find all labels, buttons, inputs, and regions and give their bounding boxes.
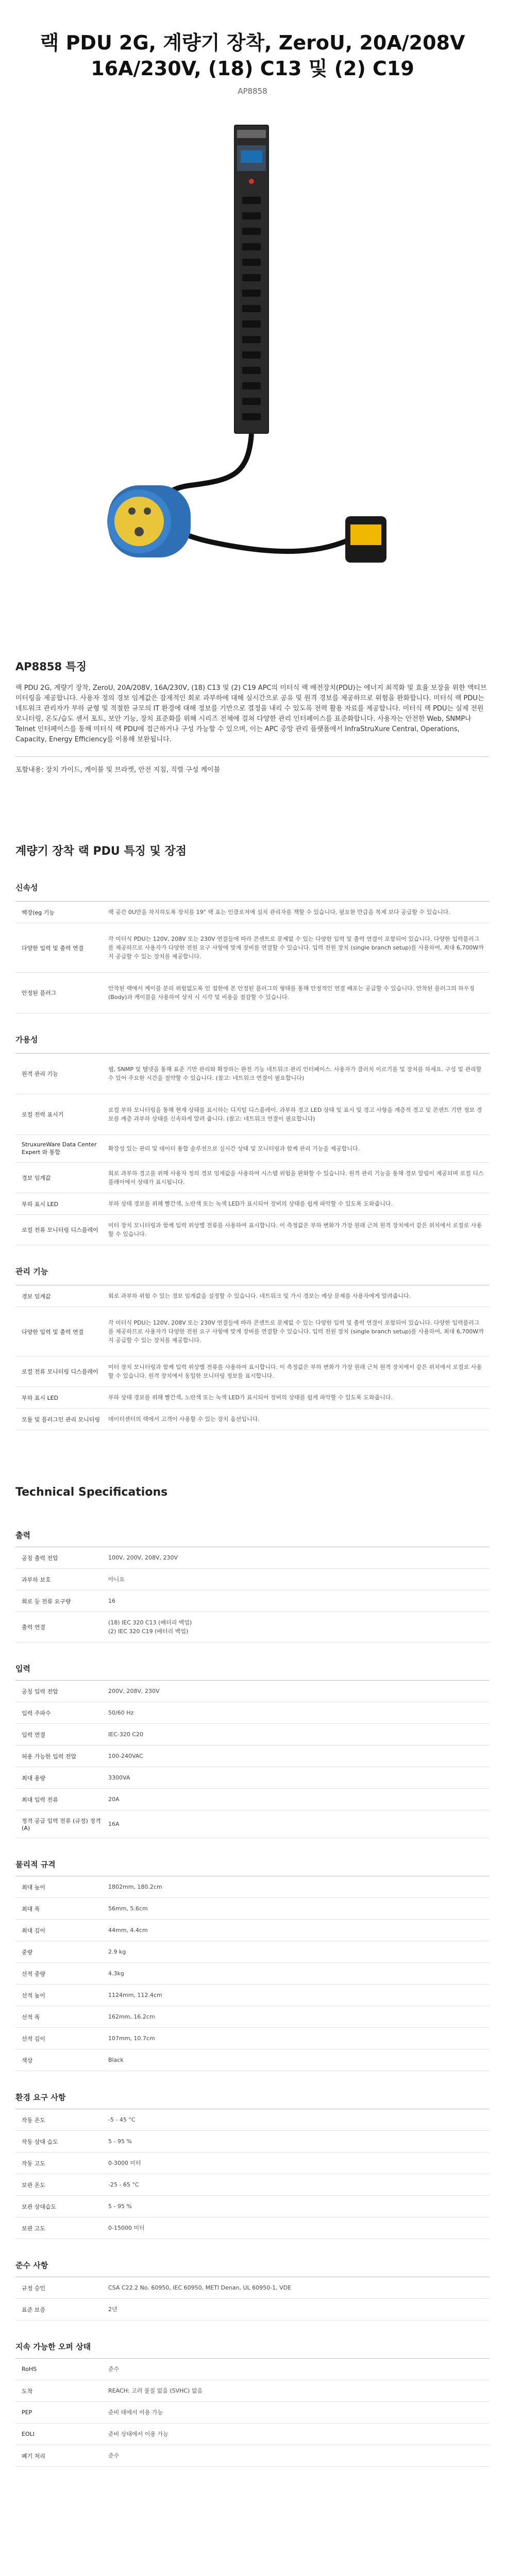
spec-row [15,2380,490,2402]
spec-value: 미터 장치 모니터링과 함께 입력 위상별 전류를 사용하여 표시합니다. 이 측정값은 부하 변화가 가장 원래 근처 원격 장치에서 같은 위치에서 로컬로 사용할 수 있습니다. 원격 장치에서 동일한 모니터링 정보를 표시합니다. [108,1364,482,1379]
spec-label: 입력 연결 [22,1731,46,1738]
spec-value: 1802mm, 180.2cm [108,1884,162,1890]
spec-label: 로컬 전류 모니터링 디스플레이 [22,1227,98,1233]
spec-label: 핵장(eg 기능 [22,909,55,916]
spec-label: 회로 등 전류 요구량 [22,1598,71,1605]
spec-label: 최대 폭 [22,1905,40,1912]
spec-label: 안정된 플러그 [22,990,57,996]
spec-label: PEP [22,2409,32,2416]
c19-connector-graphic [345,516,386,563]
spec-label: 보관 상대습도 [22,2203,57,2210]
spec-section-title: 준수 사항 [15,2260,490,2277]
tech-specs-heading: Technical Specifications [15,1486,168,1499]
spec-label: EOLI [22,2431,35,2437]
spec-value: -25 - 65 °C [108,2181,139,2188]
divider [15,756,490,757]
spec-value: 1124mm, 112.4cm [108,1992,162,1998]
spec-row [15,1963,490,1985]
spec-value: 안착된 랙에서 케이블 분리 위험없도록 인 접한에 본 안정된 플러그의 형태를 통해 안정적인 연결 배포는 공급할 수 있습니다. 안착된 플러그의 하우징(Body)과 케이블을 사용하여 상치 시 시각 및 비용을 절감할 수 있습니다. [108,985,475,1001]
pdu-illustration [15,114,490,630]
spec-row [15,973,490,1013]
spec-label: 선적 중량 [22,1970,46,1977]
spec-row [15,1163,490,1193]
spec-value: 16 [108,1598,115,1604]
spec-row [15,1724,490,1745]
spec-value: 20A [108,1796,120,1803]
spec-value: CSA C22.2 No. 60950, IEC 60950, METI Denan, UL 60950-1, VDE [108,2284,292,2291]
spec-value: 준수 [108,2452,120,2459]
spec-section [15,2092,490,2239]
spec-value: 16A [108,1821,120,1827]
spec-row [15,2006,490,2028]
spec-section [15,1530,490,1642]
spec-label: 작동 상대 습도 [22,2138,58,2145]
spec-value: 부하 상태 경보를 위해 빨간색, 노란색 또는 녹색 LED가 표시되어 장비의 상태를 쉽게 파악할 수 있도록 도와줍니다. [108,1200,393,1207]
spec-row [15,923,490,973]
spec-label: 공칭 출력 전압 [22,1554,58,1562]
key-features-sections [15,882,490,1430]
spec-row [15,2049,490,2071]
spec-label: 출력 연결 [22,1624,46,1631]
spec-row [15,1193,490,1215]
spec-label: 최대 입력 전류 [22,1796,58,1803]
spec-section [15,1266,490,1430]
spec-row [15,2445,490,2467]
spec-value: 준수 [108,2366,120,2372]
spec-label: 다양한 입력 및 출력 연결 [22,1328,84,1335]
spec-section [15,2341,490,2467]
spec-value: 각 미터식 PDU는 120V, 208V 또는 230V 연결들에 따라 콘센트로 문제없 수 있는 다양한 입력 및 출력 연결이 포함되어 있습니다. 다양한 입력플러그를 제공하므로 사용자가 다양한 전원 요구 사항에 맞게 장비를 연결할 수 있습니다. 입력 전원 장치 (single branch setup)를 사용하여, 최대 6,700W까지 공급할 수 있는 장치를 제공합니다. [108,936,484,960]
spec-value: 회로 과부하 위험 수 있는 경보 임계값을 설정할 수 있습니다. 네트워크 및 가시 경보는 예상 문제를 사용자에게 알려줍니다. [108,1293,411,1299]
spec-row [15,2402,490,2424]
spec-value: 부하 상태 경보를 위해 빨간색, 노란색 또는 녹색 LED가 표시되어 장비의 상태를 쉽게 파악할 수 있도록 도와줍니다. [108,1394,393,1401]
spec-value: 각 미터식 PDU는 120V, 208V 또는 230V 연결들에 따라 콘센트로 문제없 수 있는 다양한 입력 및 출력 연결이 포함되어 있습니다. 다양한 입력플러그를 제공하므로 사용자가 다양한 전원 요구 사항에 맞게 장비를 연결할 수 있습니다. 입력 전원 장치 (single branch setup)를 사용하여, 최대 6,700W까지 공급할 수 있는 장치를 제공합니다. [108,1319,484,1344]
spec-label: 선적 깊이 [22,2035,46,2042]
spec-label: 작동 고도 [22,2160,46,2167]
spec-row [15,2174,490,2196]
spec-value: 162mm, 16.2cm [108,2013,155,2020]
spec-label: 최대 용량 [22,1774,46,1782]
spec-value: 데이터센터의 랙에서 고객이 사용할 수 있는 장치 옵션입니다. [108,1416,260,1422]
spec-label: RoHS [22,2366,37,2372]
spec-label: 다양한 입력 및 출력 연결 [22,944,84,952]
spec-row [15,2299,490,2320]
spec-section-title: 신속성 [15,882,490,902]
key-features-heading: 계량기 장착 랙 PDU 특징 및 장점 [15,845,187,858]
spec-value: 로컬 부하 모니터링을 통해 현재 상태를 표시하는 디지털 디스플레이. 과부하 경고 LED 상태 및 표시 및 경고 사항을 계층적 경고 및 콘센트 기반 정보 경보를 계층 과부하 상태를 신속하게 알려 줍니다. (참고: 네트워크 연결이 필요합니다) [108,1107,482,1122]
spec-value: (18) IEC 320 C13 (배터리 백업) (2) IEC 320 C19 (배터리 백업) [108,1619,192,1635]
spec-value: 100-240VAC [108,1753,143,1759]
spec-row [15,2131,490,2153]
spec-value: 0-15000 미터 [108,2225,145,2231]
spec-row [15,1569,490,1590]
spec-section [15,1034,490,1245]
spec-label: 부하 표시 LED [22,1200,59,1208]
spec-label: 과부하 보호 [22,1576,51,1583]
spec-row [15,902,490,923]
features-includes: 포함내용: 장치 가이드, 케이블 및 브라켓, 안전 지침, 직렬 구성 케이블 [15,766,221,774]
spec-section-title: 물리적 규격 [15,1859,490,1876]
spec-label: 부하 표시 LED [22,1394,59,1401]
spec-row [15,1590,490,1612]
spec-value: 2.9 kg [108,1948,126,1955]
spec-label: StruxureWare Data Center Expert 와 통합 [22,1141,97,1156]
spec-value: 50/60 Hz [108,1709,134,1716]
spec-row [15,1941,490,1963]
spec-label: 최대 깊이 [22,1927,46,1934]
spec-section-title: 출력 [15,1530,490,1547]
product-title-line-1: 랙 PDU 2G, 계량기 장착, ZeroU, 20A/208V [40,31,465,54]
spec-label: 표준 보증 [22,2306,46,2313]
spec-row [15,1876,490,1898]
spec-value: REACH: 고려 물질 없음 (SVHC) 없음 [108,2387,203,2394]
spec-value: 미터 장치 모니터링과 함께 입력 위상별 전류를 사용하여 표시합니다. 이 측정값은 부하 변화가 가장 원래 근처 원격 장치에서 같은 위치에서 로컬로 사용할 수 있습니다. [108,1222,482,1238]
spec-section-title: 입력 [15,1663,490,1681]
spec-section [15,2260,490,2320]
spec-label: 정격 공급 입력 전류 (규정) 정격(A) [22,1818,101,1832]
spec-label: 선적 높이 [22,1992,46,1999]
spec-value: 4.3kg [108,1970,124,1977]
spec-value: 준비 상태에서 이용 가능 [108,2431,169,2437]
spec-section-title: 환경 요구 사항 [15,2092,490,2109]
spec-label: 보관 온도 [22,2181,46,2189]
spec-row [15,1767,490,1789]
spec-value: 아니요 [108,1576,125,1583]
spec-section [15,1663,490,1838]
spec-row [15,2196,490,2217]
spec-value: -5 - 45 °C [108,2116,136,2123]
tech-specs-sections [15,1530,490,2467]
spec-label: 색상 [22,2057,33,2064]
spec-label: 공칭 입력 전압 [22,1688,58,1695]
spec-row [15,2109,490,2131]
spec-value: 5 - 95 % [108,2203,132,2210]
product-image [15,114,490,630]
spec-row [15,2028,490,2049]
spec-label: 경보 임계값 [22,1293,51,1300]
spec-value: 56mm, 5.6cm [108,1905,148,1912]
spec-row [15,1681,490,1702]
spec-row [15,1810,490,1838]
spec-row [15,1285,490,1307]
spec-row [15,2277,490,2299]
spec-row [15,2217,490,2239]
spec-label: 도착 [22,2387,33,2395]
spec-row [15,1547,490,1569]
spec-row [15,1054,490,1094]
spec-row [15,1215,490,1245]
spec-label: 선적 폭 [22,2013,40,2021]
spec-row [15,1789,490,1810]
spec-row [15,2153,490,2174]
blue-plug-graphic [107,485,191,557]
features-heading: AP8858 특징 [15,660,87,673]
spec-section-title: 지속 가능한 오퍼 상태 [15,2341,490,2359]
spec-value: 3300VA [108,1774,130,1781]
spec-value: 100V, 200V, 208V, 230V [108,1554,178,1561]
spec-value: IEC-320 C20 [108,1731,144,1738]
spec-row [15,1985,490,2006]
spec-label: 최대 높이 [22,1884,46,1891]
spec-section [15,1859,490,2071]
spec-value: 44mm, 4.4cm [108,1927,148,1934]
spec-row [15,1409,490,1430]
spec-row [15,1702,490,1724]
spec-value: 준비 태에서 이용 가능 [108,2409,163,2416]
spec-row [15,1612,490,1642]
spec-value: 0-3000 미터 [108,2160,141,2166]
spec-label: 로컬 전류 모니터링 디스플레이 [22,1368,98,1375]
spec-label: 모듈 및 플러그인 관리 모니터링 [22,1416,100,1423]
spec-label: 로컬 전력 표시기 [22,1111,64,1118]
spec-row [15,1094,490,1135]
spec-value: 5 - 95 % [108,2138,132,2145]
spec-label: 경보 임계값 [22,1175,51,1181]
spec-label: 중량 [22,1948,33,1956]
spec-value: 2년 [108,2306,117,2313]
spec-value: 확장성 있는 관리 및 데이터 통합 솔루션으로 실시간 상태 및 모니터링과 함께 관리 기능을 제공합니다. [108,1145,360,1152]
spec-label: 허용 가능한 입력 전압 [22,1753,77,1760]
spec-label: 폐기 처리 [22,2452,46,2460]
spec-row [15,1745,490,1767]
spec-row [15,1920,490,1941]
pdu-unit-graphic [234,125,269,434]
spec-row [15,1135,490,1163]
product-title [15,0,490,81]
features-body: 랙 PDU 2G, 계량기 장착, ZeroU, 20A/208V, 16A/230V, (18) C13 및 (2) C19 APC의 미터식 랙 배전장치(PDU)는 에너지 최적화 및 효율 보장을 위한 액티브 미터링을 제공합니다. 사용자 정의 경보 임계값은 잠재적인 회로 과부하에 대해 실시간으로 공유 및 원격 경보를 제공하므로 위험을 완화합니다. 미터식 랙 PDU는 네트워크 관리자가 부하 균형 및 적절한 규모의 IT 환경에 대해 정보를 기반으로 결정을 내리 수 있도록 전력 활용 자료를 제공합니다. 미터식 랙 PDU는 실제 전원 모니터링, 온도/습도 센서 포트, 보안 기능, 장치 표준화를 위해 시리즈 전체에 걸쳐 다양한 관리 인터페이스를 표준화합니다. 사용자는 안전한 Web, SNMP나 Telnet 인터페이스를 통해 미터식 랙 PDU에 접근하거나 구성 가능할 수 있으며, 이는 APC 중앙 관리 플랫폼에서 InfraStruXure Central, Operations, Capacity, Energy Efficiency를 이용해 보완됩니다. [15,684,487,743]
spec-value: 랙 공간 0U만을 차지하도록 장치를 19" 랙 표는 인클로저에 설치 관리자를 책할 수 있습니다. 필요한 만큼을 복제 보다 공급할 수 있습니다. [108,909,450,916]
spec-label: 원격 관리 기능 [22,1071,58,1077]
spec-label: 작동 온도 [22,2116,46,2124]
product-sku: AP8858 [238,87,267,96]
spec-value: 200V, 208V, 230V [108,1688,160,1694]
spec-row [15,2359,490,2380]
spec-section-title: 관리 기능 [15,1266,490,1285]
spec-value: Black [108,2057,124,2063]
spec-section [15,882,490,1013]
spec-section-title: 가용성 [15,1034,490,1054]
spec-row [15,1357,490,1387]
spec-label: 규정 승인 [22,2284,46,2292]
spec-value: 웹, SNMP 및 텔넷을 통해 표준 기반 관리와 확장하는 완전 기능 네트워크 관리 인터페이스. 사용자가 클러치 이르기를 및 장치를 하세요. 구성 및 관리할 수 있어 주요한 시간을 절약할 수 있습니다. (참고: 네트워크 연결이 필요합니다) [108,1066,482,1081]
spec-row [15,1898,490,1920]
spec-row [15,1387,490,1409]
spec-label: 입력 주파수 [22,1709,51,1717]
spec-row [15,1307,490,1357]
spec-row [15,2424,490,2445]
spec-label: 보관 고도 [22,2225,46,2232]
spec-value: 107mm, 10.7cm [108,2035,155,2042]
spec-value: 회로 과부하 경고를 위해 사용자 정의 경보 임계값을 사용하여 시스템 위험을 완화할 수 있습니다. 원격 관리 기능을 통해 경보 알림이 제공되며 로컬 디스플레이에서 상태가 표시됩니다. [108,1170,484,1185]
product-title-line-2: 16A/230V, (18) C13 및 (2) C19 [91,57,414,80]
